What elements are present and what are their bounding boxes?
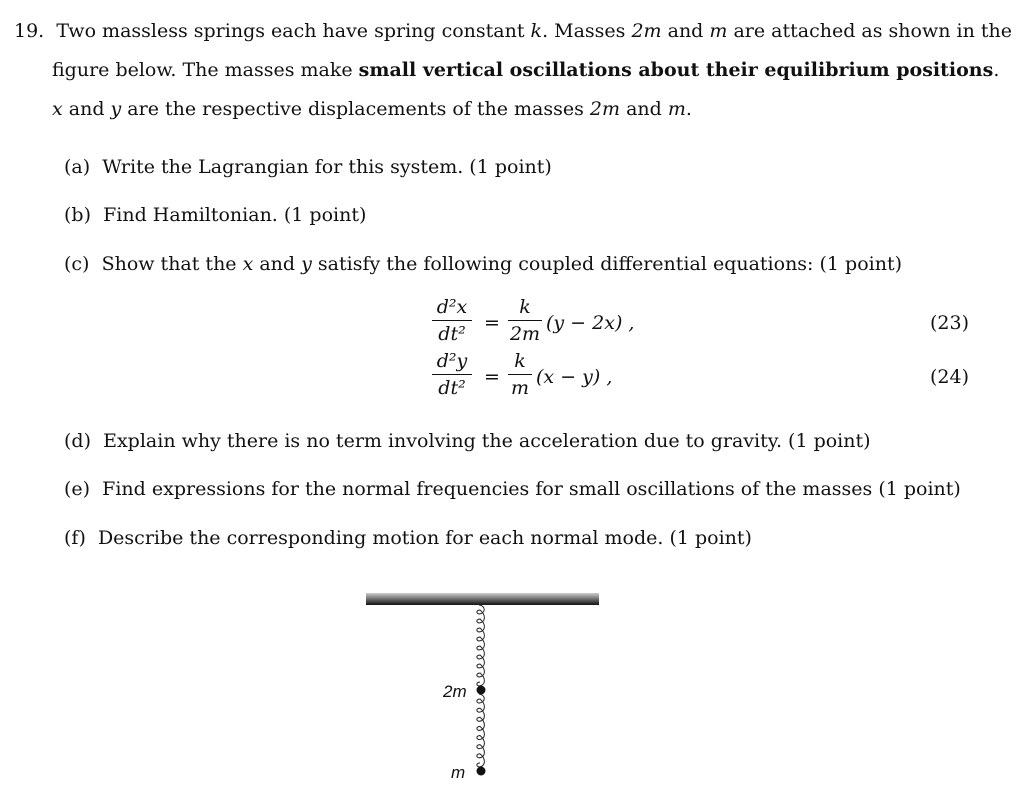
part-label: (a) [64,156,91,178]
part-c: (c) Show that the x and y satisfy the following coupled differential equations: (1 point) [64,253,903,275]
mass-2m [477,686,486,695]
part-b: (b) Find Hamiltonian. (1 point) [64,204,367,226]
part-label: (b) [64,204,91,226]
equals-sign: = [484,366,500,388]
problem-line-2: figure below. The masses make small vertical oscillations about their equilibrium positions. [52,59,1000,81]
rhs-fraction: k 2m [509,296,541,345]
part-label: (e) [64,478,91,500]
lhs-fraction: d²y dt² [432,350,472,399]
upper-spring [477,605,485,686]
ceiling-support [366,593,599,605]
part-label: (f) [64,527,86,549]
mass-m-label: m [451,763,466,782]
mass-m [477,767,486,776]
lhs-fraction: d²x dt² [432,296,472,345]
equation-number: (23) [929,312,969,334]
problem-line-3: x and y are the respective displacements of the masses 2m and m. [52,98,692,120]
lower-spring [477,694,485,767]
problem-line-1: 19. Two massless springs each have spring constant k. Masses 2m and m are attached as shown in the [14,20,1012,42]
rhs-fraction: k m [508,350,532,399]
equation-number: (24) [929,366,969,388]
part-f: (f) Describe the corresponding motion for each normal mode. (1 point) [64,527,752,549]
emphasis-text: small vertical oscillations about their equilibrium positions [358,59,994,81]
rhs-expression: (x − y) , [536,366,613,388]
part-a: (a) Write the Lagrangian for this system. (1 point) [64,156,552,178]
equals-sign: = [484,312,500,334]
part-d: (d) Explain why there is no term involving the acceleration due to gravity. (1 point) [64,430,871,452]
part-e: (e) Find expressions for the normal frequencies for small oscillations of the masses (1 point) [64,478,961,500]
problem-number: 19. [14,20,45,42]
mass-2m-label: 2m [443,682,467,701]
rhs-expression: (y − 2x) , [546,312,635,334]
part-label: (c) [64,253,90,275]
part-label: (d) [64,430,91,452]
